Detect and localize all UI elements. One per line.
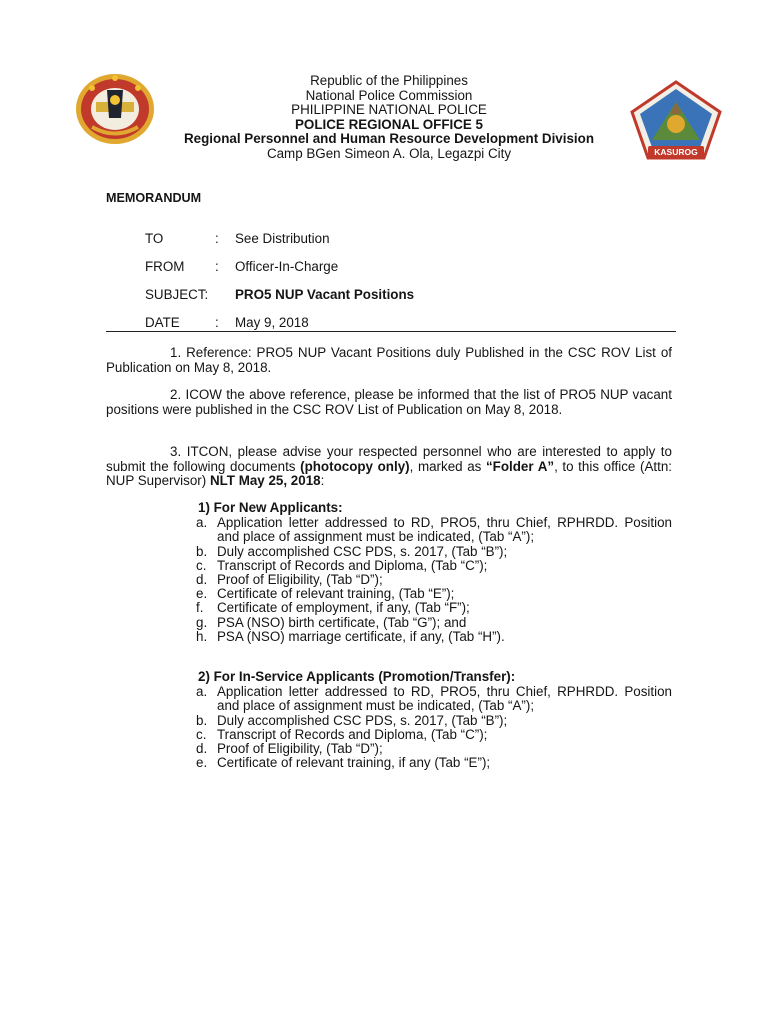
list-item	[196, 616, 672, 630]
list-item	[196, 573, 672, 587]
list-item-text: Duly accomplished CSC PDS, s. 2017, (Tab “B”);	[217, 543, 508, 559]
list-marker: e.	[196, 586, 208, 602]
paragraph-1-text: Reference: PRO5 NUP Vacant Positions duly Published in the CSC ROV List of Publication on May 8, 2018.	[106, 345, 672, 375]
letterhead-pro5: POLICE REGIONAL OFFICE 5	[295, 116, 483, 132]
list-marker: c.	[196, 726, 207, 742]
list-item-text: Proof of Eligibility, (Tab “D”);	[217, 572, 383, 588]
subject-value: PRO5 NUP Vacant Positions	[235, 287, 415, 302]
list-item-text: PSA (NSO) marriage certificate, if any, (Tab “H”).	[217, 628, 505, 644]
date-colon: :	[215, 315, 219, 330]
list-item-text: Application letter addressed to RD, PRO5, thru Chief, RPHRDD. Position and place of assignment must be indicated, (Tab “A”);	[217, 684, 672, 714]
paragraph-3-number: 3.	[170, 444, 182, 459]
new-applicants-title: 1) For New Applicants:	[198, 500, 343, 515]
list-item-text: Proof of Eligibility, (Tab “D”);	[217, 741, 383, 757]
paragraph-3-text-a: ITCON, please advise your respected personnel who are interested to apply to submit the following documents	[106, 444, 672, 474]
paragraph-3-deadline: NLT May 25, 2018	[209, 473, 321, 489]
to-label: TO	[145, 231, 164, 246]
paragraph-3-text-e: , to this office (Attn: NUP Supervisor)	[106, 458, 672, 489]
to-value: See Distribution	[235, 231, 330, 246]
new-applicants-section	[196, 501, 672, 644]
paragraph-2-text: ICOW the above reference, please be informed that the list of PRO5 NUP vacant positions were published in the CSC ROV List of Publication on May 8, 2018.	[106, 387, 672, 417]
in-service-applicants-title: 2) For In-Service Applicants (Promotion/Transfer):	[198, 669, 516, 684]
list-item-text: PSA (NSO) birth certificate, (Tab “G”); and	[217, 614, 467, 630]
pnp-seal-logo	[74, 72, 156, 146]
from-value: Officer-In-Charge	[235, 259, 339, 274]
list-marker: a.	[196, 515, 208, 531]
from-label: FROM	[145, 259, 185, 274]
in-service-applicants-section	[196, 670, 672, 770]
list-marker: e.	[196, 755, 208, 771]
list-item	[196, 685, 672, 713]
list-marker: d.	[196, 572, 208, 588]
date-row	[145, 315, 309, 330]
list-item	[196, 714, 672, 728]
paragraph-3	[106, 445, 672, 489]
list-item-text: Application letter addressed to RD, PRO5, thru Chief, RPHRDD. Position and place of assignment must be indicated, (Tab “A”);	[217, 515, 672, 545]
list-item	[196, 630, 672, 644]
paragraph-1	[106, 346, 672, 375]
header-divider	[106, 331, 676, 332]
paragraph-2-number: 2.	[170, 387, 182, 402]
to-colon: :	[215, 231, 219, 246]
letterhead-pnp: PHILIPPINE NATIONAL POLICE	[291, 102, 487, 118]
list-item	[196, 559, 672, 573]
pro5-kasurog-logo	[630, 80, 722, 160]
list-item	[196, 756, 672, 770]
list-marker: b.	[196, 543, 208, 559]
date-value: May 9, 2018	[235, 315, 309, 330]
paragraph-3-text-g: :	[320, 473, 325, 489]
list-item	[196, 728, 672, 742]
list-item-text: Transcript of Records and Diploma, (Tab “C”);	[217, 557, 488, 573]
list-marker: b.	[196, 712, 208, 728]
list-item	[196, 545, 672, 559]
letterhead	[150, 74, 628, 162]
to-row	[145, 231, 330, 246]
kasurog-label: KASUROG	[654, 147, 698, 157]
letterhead-division: Regional Personnel and Human Resource Development Division	[184, 131, 594, 147]
list-item	[196, 516, 672, 544]
list-item	[196, 742, 672, 756]
list-marker: a.	[196, 684, 208, 700]
from-colon: :	[215, 259, 219, 274]
letterhead-address: Camp BGen Simeon A. Ola, Legazpi City	[266, 145, 512, 161]
list-item-text: Duly accomplished CSC PDS, s. 2017, (Tab “B”);	[217, 712, 508, 728]
paragraph-3-folder: “Folder A”	[485, 458, 555, 474]
list-item-text: Certificate of relevant training, (Tab “E”);	[217, 586, 455, 602]
letterhead-napolcom: National Police Commission	[305, 87, 473, 103]
from-row	[145, 259, 339, 274]
list-marker: c.	[196, 557, 207, 573]
letterhead-republic: Republic of the Philippines	[310, 73, 468, 88]
list-item-text: Certificate of relevant training, if any (Tab “E”);	[217, 755, 491, 771]
list-item	[196, 587, 672, 601]
list-marker: d.	[196, 741, 208, 757]
memo-title: MEMORANDUM	[106, 191, 202, 205]
list-item-text: Certificate of employment, if any, (Tab “F”);	[217, 600, 470, 616]
paragraph-2	[106, 388, 672, 417]
paragraph-1-number: 1.	[170, 345, 182, 360]
list-item	[196, 601, 672, 615]
subject-row	[145, 287, 415, 302]
subject-label: SUBJECT:	[145, 287, 209, 302]
list-marker: f.	[196, 600, 204, 616]
list-item-text: Transcript of Records and Diploma, (Tab “C”);	[217, 726, 488, 742]
paragraph-3-text-c: , marked as	[409, 458, 486, 474]
paragraph-3-photocopy: (photocopy only)	[300, 458, 410, 474]
list-marker: g.	[196, 614, 208, 630]
list-marker: h.	[196, 628, 208, 644]
date-label: DATE	[145, 315, 180, 330]
